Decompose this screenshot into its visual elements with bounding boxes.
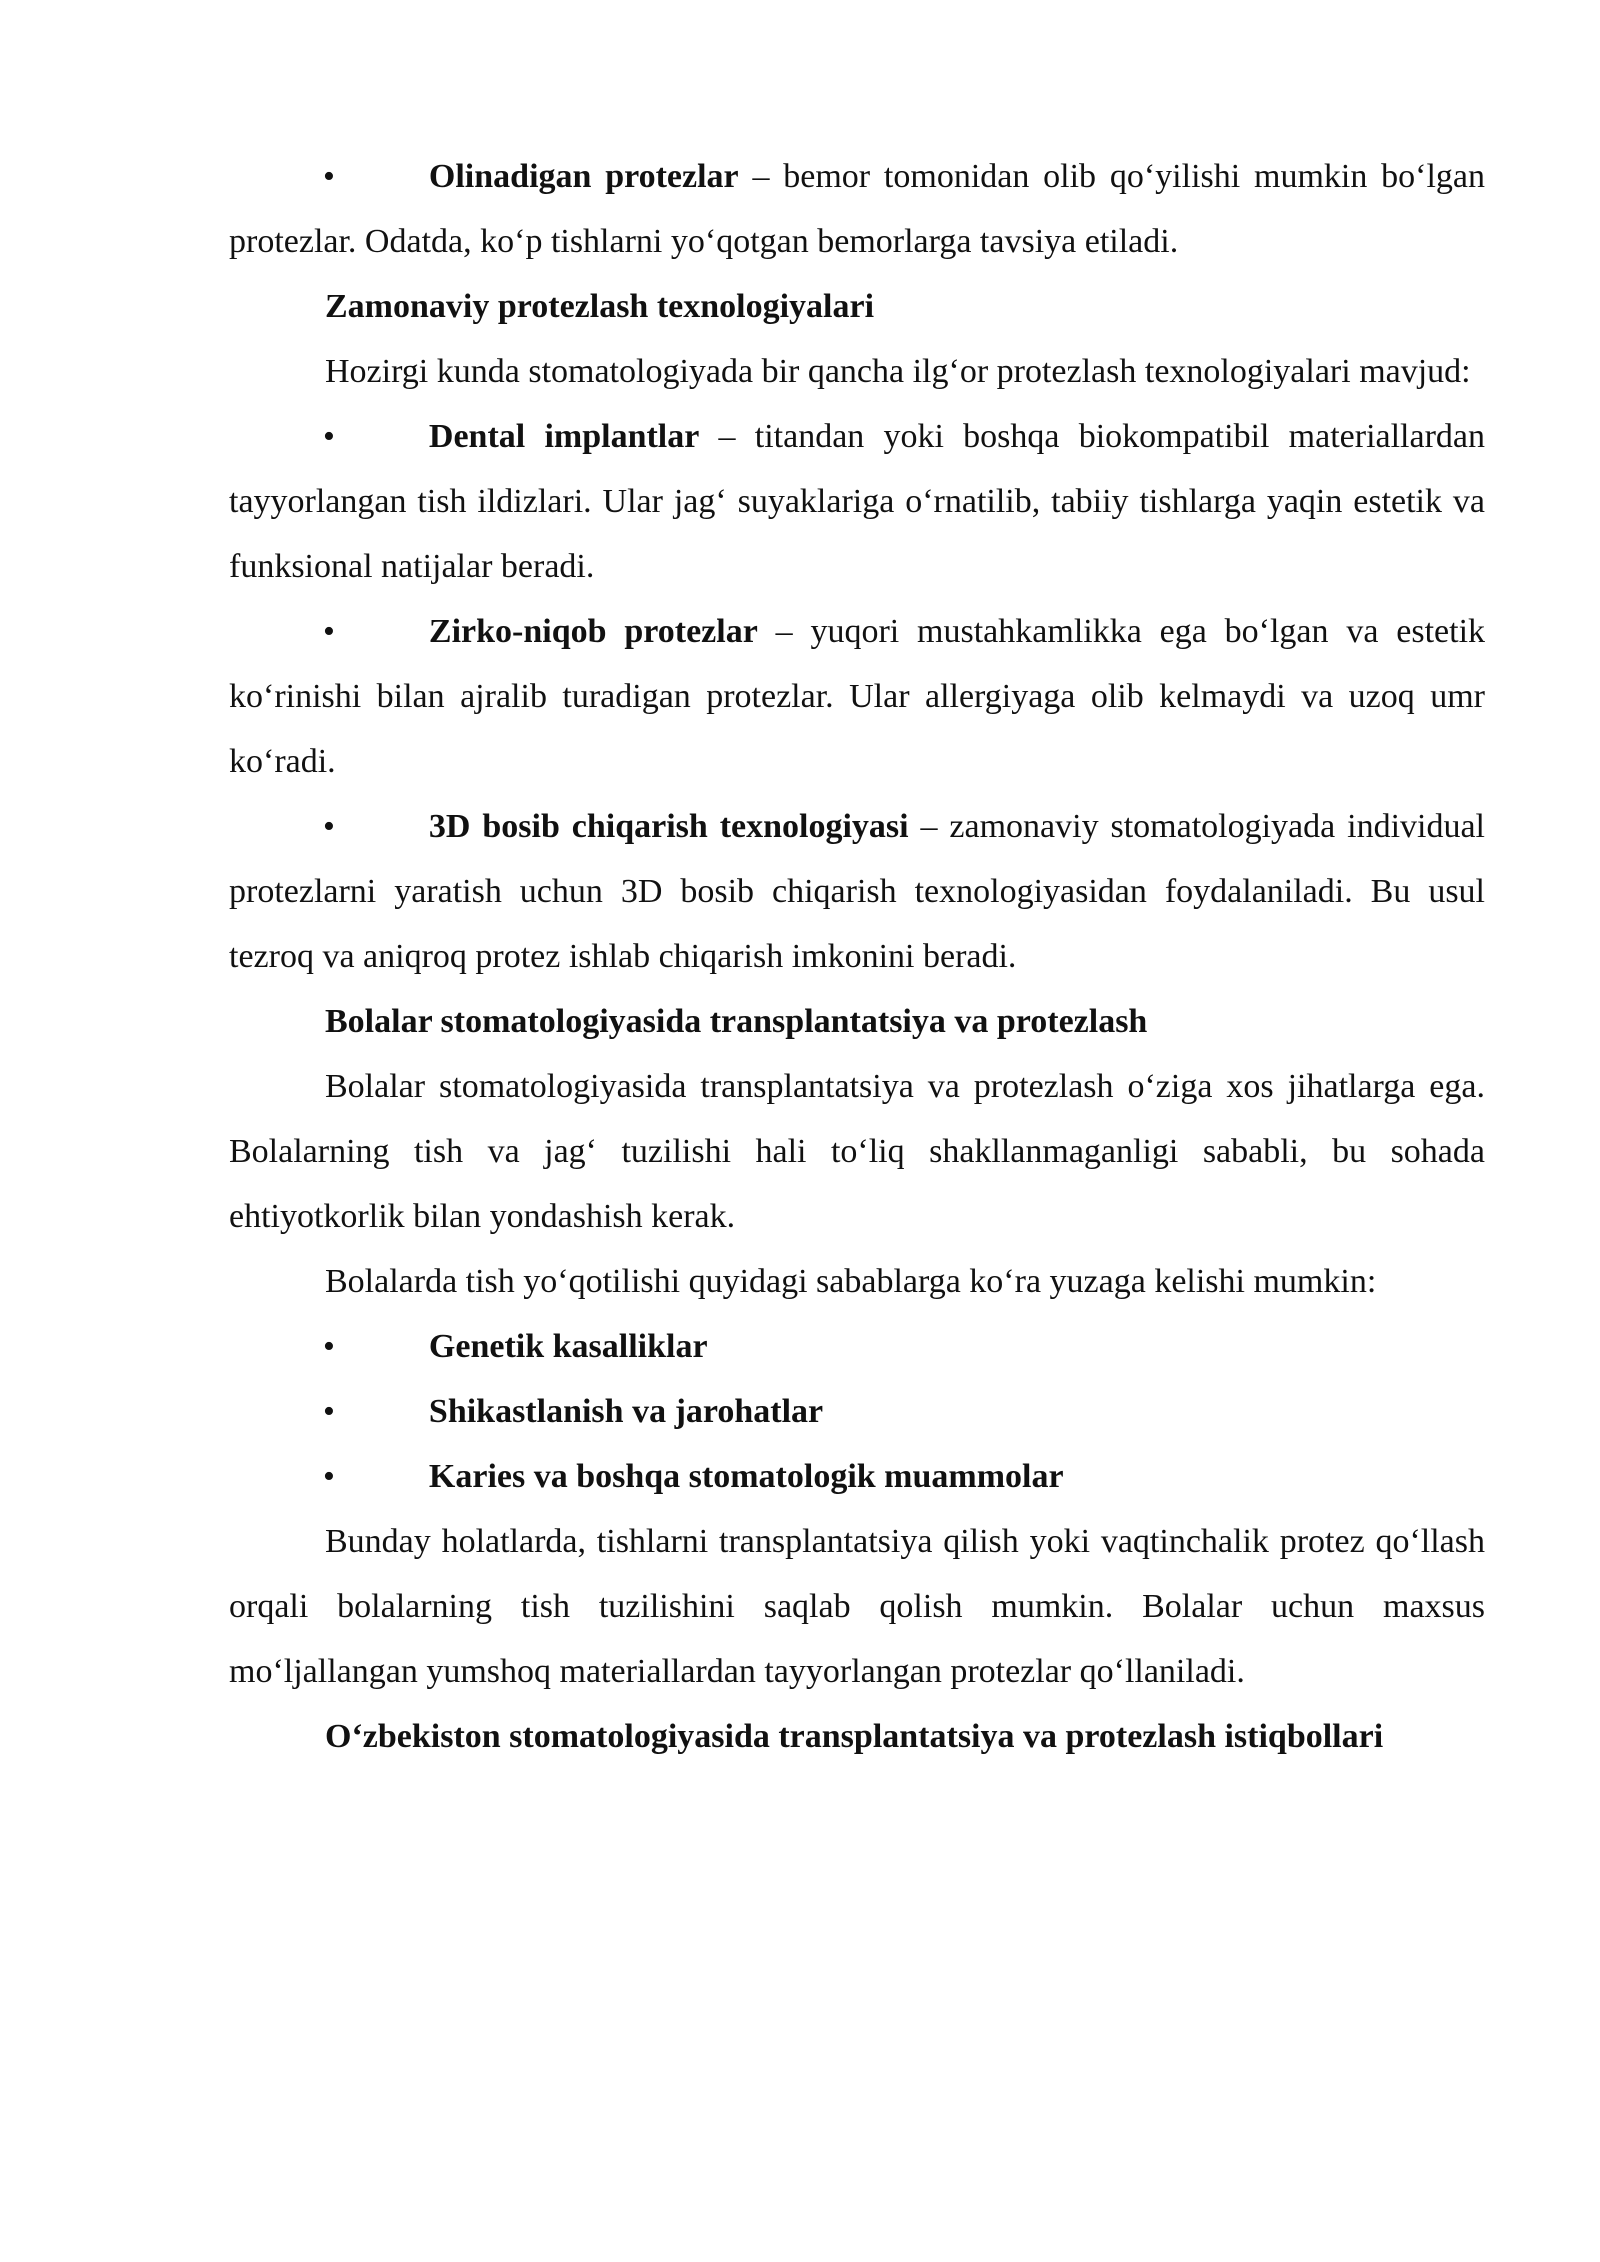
term-removable-prostheses: Olinadigan protezlar bbox=[428, 158, 739, 195]
heading-modern-technologies: Zamonaviy protezlash texnologiyalari bbox=[325, 288, 875, 325]
definition-removable-prostheses: – bemor tomonidan olib qo‘yilishi mumkin bo‘lgan protezlar. Odatda, ko‘p tishlarni yo‘qotgan bemorlarga tavsiya etiladi. bbox=[229, 158, 1485, 260]
list-item-text: Genetik kasalliklar bbox=[428, 1328, 708, 1365]
bullet-symbol: • bbox=[323, 1458, 335, 1495]
list-item bbox=[229, 1444, 1485, 1509]
list-item bbox=[229, 1314, 1485, 1379]
list-item-text: Shikastlanish va jarohatlar bbox=[428, 1393, 824, 1430]
paragraph-tooth-loss-causes: Bolalarda tish yo‘qotilishi quyidagi sabablarga ko‘ra yuzaga kelishi mumkin: bbox=[325, 1263, 1377, 1300]
bullet-symbol: • bbox=[323, 613, 335, 650]
heading-uzbekistan-prospects: O‘zbekiston stomatologiyasida transplantatsiya va protezlash istiqbollari bbox=[325, 1718, 1384, 1755]
document-body bbox=[229, 144, 1485, 1769]
bullet-symbol: • bbox=[323, 808, 335, 845]
bullet-paragraph-zirco-prostheses bbox=[229, 599, 1485, 794]
list-item bbox=[229, 1379, 1485, 1444]
bullet-paragraph-dental-implants bbox=[229, 404, 1485, 599]
bullet-paragraph-3d-printing bbox=[229, 794, 1485, 989]
term-zirco-prostheses: Zirko-niqob protezlar bbox=[428, 613, 758, 650]
heading-pediatric: Bolalar stomatologiyasida transplantatsiya va protezlash bbox=[325, 1003, 1148, 1040]
definition-3d-printing: – zamonaviy stomatologiyada individual protezlarni yaratish uchun 3D bosib chiqarish texnologiyasidan foydalaniladi. Bu usul tezroq va aniqroq protez ishlab chiqarish imkonini beradi. bbox=[229, 808, 1486, 975]
paragraph-technologies-intro: Hozirgi kunda stomatologiyada bir qancha ilg‘or protezlash texnologiyalari mavjud: bbox=[325, 353, 1471, 390]
list-item-text: Karies va boshqa stomatologik muammolar bbox=[428, 1458, 1064, 1495]
paragraph-pediatric-solutions: Bunday holatlarda, tishlarni transplantatsiya qilish yoki vaqtinchalik protez qo‘llash orqali bolalarning tish tuzilishini saqlab qolish mumkin. Bolalar uchun maxsus mo‘ljallangan yumshoq materiallardan tayyorlangan protezlar qo‘llaniladi. bbox=[229, 1523, 1485, 1690]
term-dental-implants: Dental implantlar bbox=[428, 418, 700, 455]
bullet-symbol: • bbox=[323, 158, 335, 195]
definition-dental-implants: – titandan yoki boshqa biokompatibil materiallardan tayyorlangan tish ildizlari. Ular jag‘ suyaklariga o‘rnatilib, tabiiy tishlarga yaqin estetik va funksional natijalar beradi. bbox=[229, 418, 1486, 585]
bullet-paragraph-removable-prostheses bbox=[229, 144, 1485, 274]
term-3d-printing: 3D bosib chiqarish texnologiyasi bbox=[428, 808, 909, 845]
definition-zirco-prostheses: – yuqori mustahkamlikka ega bo‘lgan va estetik ko‘rinishi bilan ajralib turadigan protezlar. Ular allergiyaga olib kelmaydi va uzoq umr ko‘radi. bbox=[229, 613, 1486, 780]
paragraph-pediatric-intro: Bolalar stomatologiyasida transplantatsiya va protezlash o‘ziga xos jihatlarga ega. Bolalarning tish va jag‘ tuzilishi hali to‘liq shakllanmaganligi sababli, bu sohada ehtiyotkorlik bilan yondashish kerak. bbox=[229, 1068, 1485, 1235]
bullet-symbol: • bbox=[323, 1328, 335, 1365]
bullet-symbol: • bbox=[323, 418, 335, 455]
bullet-symbol: • bbox=[323, 1393, 335, 1430]
